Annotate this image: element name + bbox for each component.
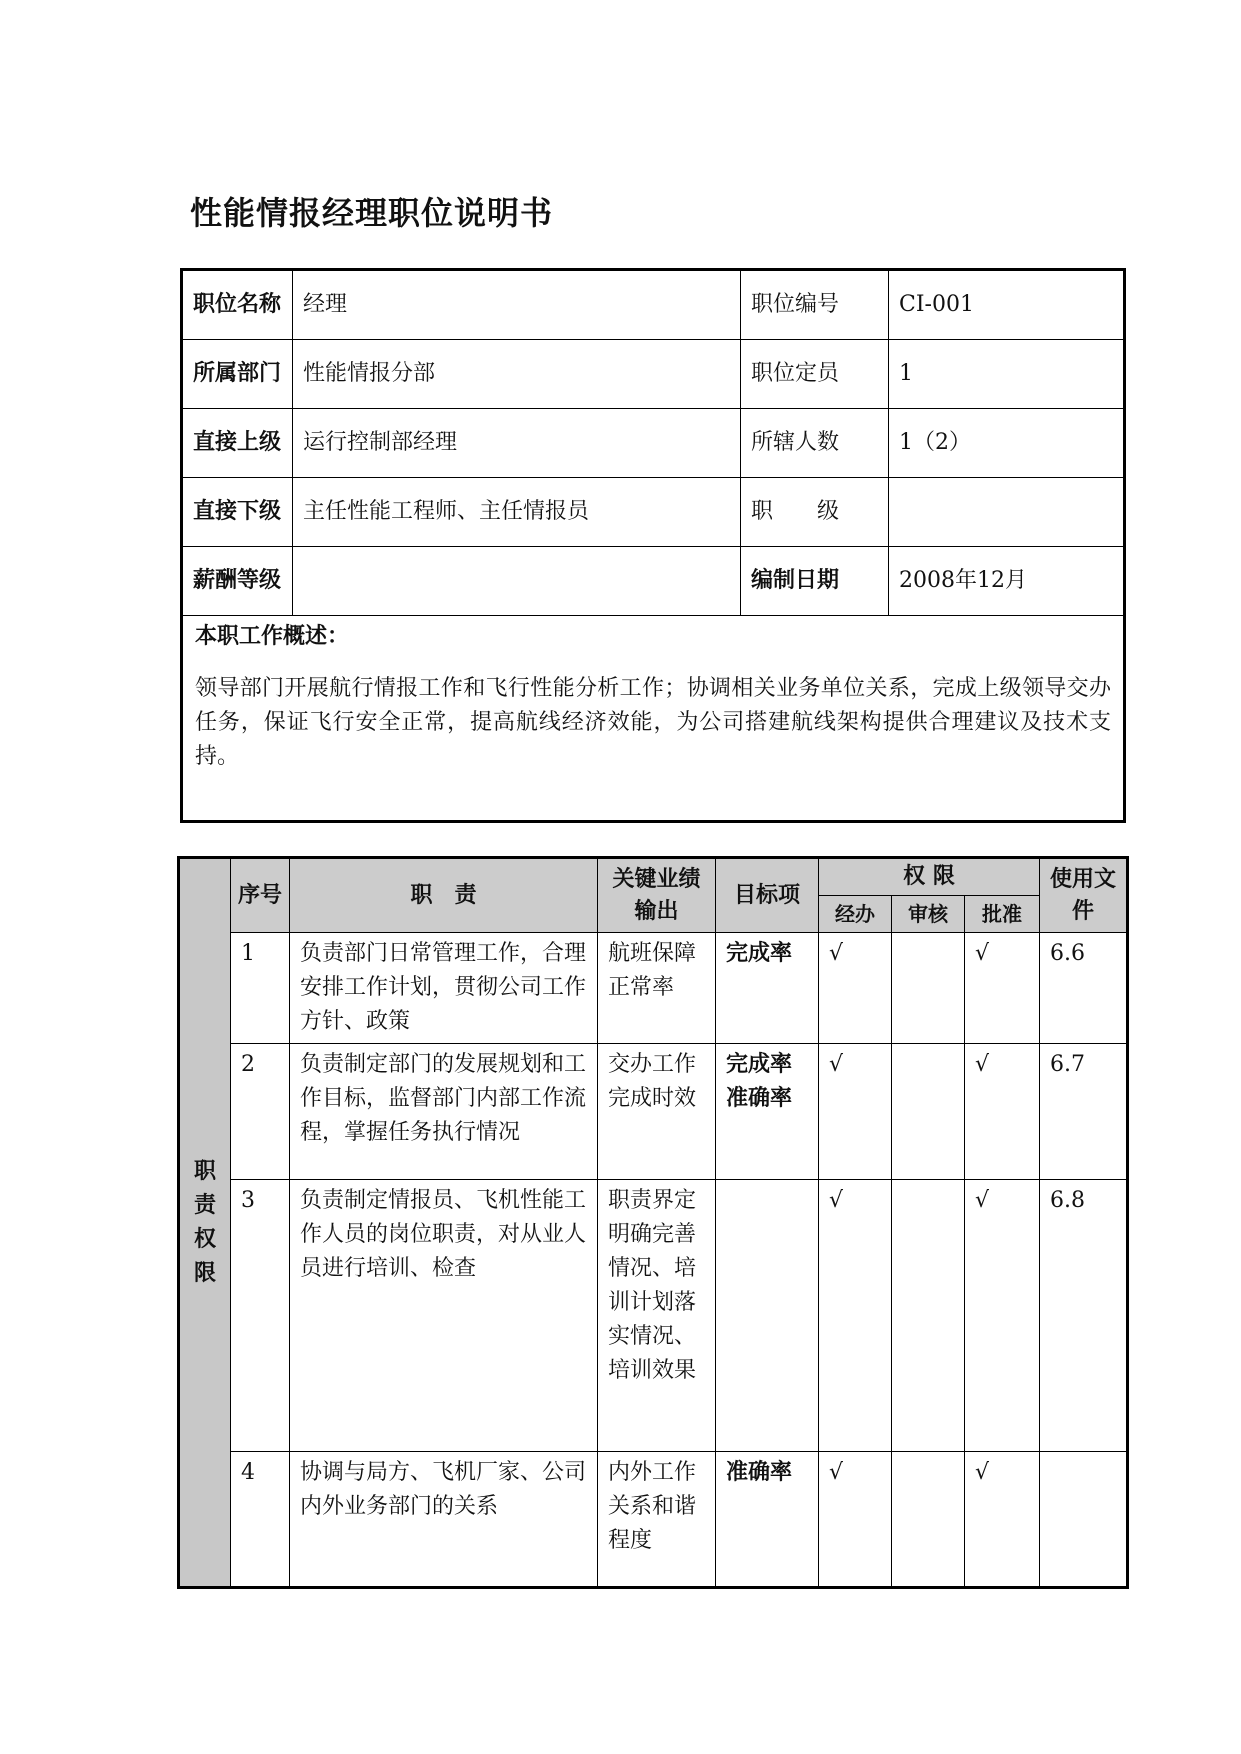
cell-handle: √ bbox=[819, 1044, 892, 1180]
cell-review bbox=[892, 1452, 965, 1588]
cell-goal: 完成率 准确率 bbox=[716, 1044, 819, 1180]
info-value: 主任性能工程师、主任情报员 bbox=[293, 478, 741, 547]
cell-review bbox=[892, 1180, 965, 1452]
cell-seq: 1 bbox=[231, 933, 290, 1044]
summary-title: 本职工作概述： bbox=[195, 624, 350, 649]
cell-approve: √ bbox=[965, 1180, 1040, 1452]
side-label bbox=[179, 858, 231, 1588]
cell-handle: √ bbox=[819, 1452, 892, 1588]
cell-duty: 协调与局方、飞机厂家、公司内外业务部门的关系 bbox=[290, 1452, 598, 1588]
header-doc: 使用文件 bbox=[1040, 858, 1128, 933]
summary-text: 领导部门开展航行情报工作和飞行性能分析工作；协调相关业务单位关系，完成上级领导交办任务，保证飞行安全正常，提高航线经济效能，为公司搭建航线架构提供合理建议及技术支持。 bbox=[195, 676, 1111, 769]
info-value: 性能情报分部 bbox=[293, 340, 741, 409]
info-label: 职位定员 bbox=[741, 340, 889, 409]
cell-duty: 负责部门日常管理工作，合理安排工作计划，贯彻公司工作方针、政策 bbox=[290, 933, 598, 1044]
info-value: 2008年12月 bbox=[889, 547, 1125, 616]
cell-doc: 6.8 bbox=[1040, 1180, 1128, 1452]
cell-handle: √ bbox=[819, 933, 892, 1044]
position-info-table bbox=[180, 268, 1126, 823]
cell-seq: 3 bbox=[231, 1180, 290, 1452]
cell-doc: 6.7 bbox=[1040, 1044, 1128, 1180]
info-label: 直接下级 bbox=[182, 478, 293, 547]
info-label: 职 级 bbox=[741, 478, 889, 547]
cell-goal: 完成率 bbox=[716, 933, 819, 1044]
cell-review bbox=[892, 1044, 965, 1180]
info-label: 薪酬等级 bbox=[182, 547, 293, 616]
info-label: 直接上级 bbox=[182, 409, 293, 478]
info-label: 职位名称 bbox=[182, 270, 293, 340]
cell-duty: 负责制定情报员、飞机性能工作人员的岗位职责，对从业人员进行培训、检查 bbox=[290, 1180, 598, 1452]
summary-row bbox=[182, 616, 1125, 822]
info-row bbox=[182, 340, 1125, 409]
cell-seq: 4 bbox=[231, 1452, 290, 1588]
info-row bbox=[182, 547, 1125, 616]
header-handle: 经办 bbox=[819, 896, 892, 933]
table-row bbox=[179, 1452, 1128, 1588]
cell-approve: √ bbox=[965, 1452, 1040, 1588]
duties-table bbox=[177, 856, 1129, 1589]
cell-duty: 负责制定部门的发展规划和工作目标，监督部门内部工作流程，掌握任务执行情况 bbox=[290, 1044, 598, 1180]
table-row bbox=[179, 1044, 1128, 1180]
cell-output: 内外工作关系和谐程度 bbox=[598, 1452, 716, 1588]
cell-goal: 准确率 bbox=[716, 1452, 819, 1588]
cell-output: 职责界定明确完善情况、培训计划落实情况、培训效果 bbox=[598, 1180, 716, 1452]
header-goal: 目标项 bbox=[716, 858, 819, 933]
cell-handle: √ bbox=[819, 1180, 892, 1452]
info-value: 经理 bbox=[293, 270, 741, 340]
cell-seq: 2 bbox=[231, 1044, 290, 1180]
header-row bbox=[179, 858, 1128, 896]
cell-output: 航班保障正常率 bbox=[598, 933, 716, 1044]
info-row bbox=[182, 270, 1125, 340]
cell-approve: √ bbox=[965, 1044, 1040, 1180]
info-row bbox=[182, 409, 1125, 478]
header-duty: 职 责 bbox=[290, 858, 598, 933]
cell-doc bbox=[1040, 1452, 1128, 1588]
info-value: 1（2） bbox=[889, 409, 1125, 478]
header-approve: 批准 bbox=[965, 896, 1040, 933]
info-value: 运行控制部经理 bbox=[293, 409, 741, 478]
table-row bbox=[179, 1180, 1128, 1452]
cell-approve: √ bbox=[965, 933, 1040, 1044]
page-title: 性能情报经理职位说明书 bbox=[190, 194, 554, 232]
info-value bbox=[293, 547, 741, 616]
info-value: 1 bbox=[889, 340, 1125, 409]
info-label: 所属部门 bbox=[182, 340, 293, 409]
header-seq: 序号 bbox=[231, 858, 290, 933]
info-label: 所辖人数 bbox=[741, 409, 889, 478]
side-label-text: 职责权限 bbox=[193, 1158, 216, 1286]
cell-review bbox=[892, 933, 965, 1044]
info-label: 职位编号 bbox=[741, 270, 889, 340]
cell-doc: 6.6 bbox=[1040, 933, 1128, 1044]
table-row bbox=[179, 933, 1128, 1044]
summary-cell bbox=[182, 616, 1125, 822]
cell-output: 交办工作完成时效 bbox=[598, 1044, 716, 1180]
info-value bbox=[889, 478, 1125, 547]
info-value: CI-001 bbox=[889, 270, 1125, 340]
cell-goal bbox=[716, 1180, 819, 1452]
header-output: 关键业绩输出 bbox=[598, 858, 716, 933]
info-row bbox=[182, 478, 1125, 547]
header-authority: 权 限 bbox=[819, 858, 1040, 896]
header-review: 审核 bbox=[892, 896, 965, 933]
info-label: 编制日期 bbox=[741, 547, 889, 616]
